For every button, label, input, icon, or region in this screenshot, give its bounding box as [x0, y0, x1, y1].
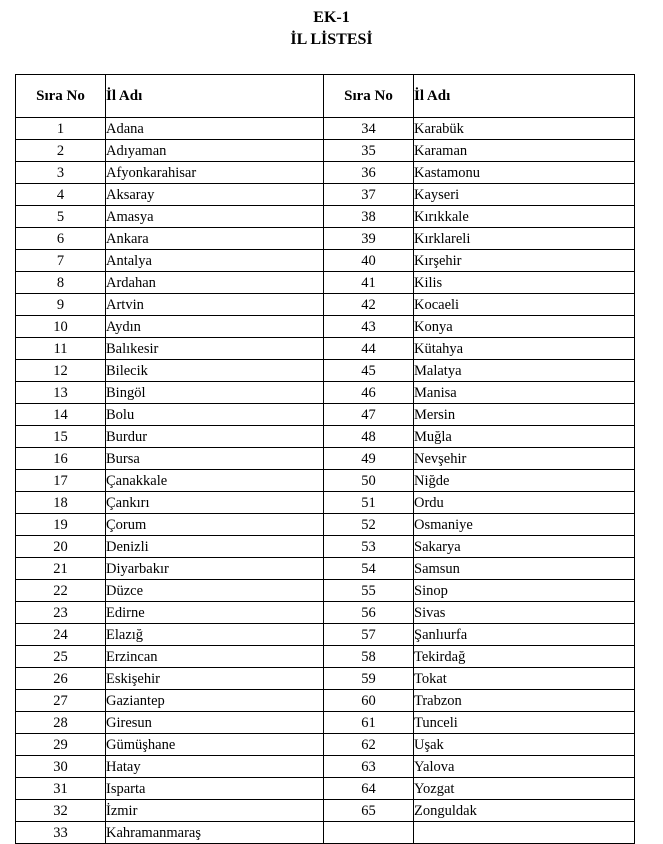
right-il-adi-cell: Karaman — [414, 140, 635, 162]
left-il-adi-cell: Bursa — [106, 448, 324, 470]
right-il-adi-cell: Kastamonu — [414, 162, 635, 184]
left-il-adi-cell: Bingöl — [106, 382, 324, 404]
right-sira-no-cell: 42 — [324, 294, 414, 316]
header-left-sira-no: Sıra No — [16, 75, 106, 118]
left-sira-no-cell: 33 — [16, 822, 106, 844]
right-sira-no-cell: 52 — [324, 514, 414, 536]
left-il-adi-cell: Adana — [106, 118, 324, 140]
table-row — [16, 448, 635, 470]
table-row — [16, 822, 635, 844]
left-il-adi-cell: Ankara — [106, 228, 324, 250]
left-il-adi-cell: Kahramanmaraş — [106, 822, 324, 844]
right-il-adi-cell: Tekirdağ — [414, 646, 635, 668]
right-il-adi-cell: Kayseri — [414, 184, 635, 206]
table-row — [16, 470, 635, 492]
left-sira-no-cell: 17 — [16, 470, 106, 492]
right-sira-no-cell: 61 — [324, 712, 414, 734]
right-il-adi-cell: Osmaniye — [414, 514, 635, 536]
right-il-adi-cell: Samsun — [414, 558, 635, 580]
header-right-il-adi: İl Adı — [414, 75, 635, 118]
right-sira-no-cell: 43 — [324, 316, 414, 338]
table-row — [16, 668, 635, 690]
table-row — [16, 536, 635, 558]
header-right-sira-no: Sıra No — [324, 75, 414, 118]
table-row — [16, 712, 635, 734]
table-row — [16, 646, 635, 668]
table-row — [16, 316, 635, 338]
right-il-adi-cell: Kırklareli — [414, 228, 635, 250]
document-title-ek: EK-1 — [313, 9, 350, 26]
left-il-adi-cell: Gaziantep — [106, 690, 324, 712]
table-row — [16, 756, 635, 778]
left-sira-no-cell: 3 — [16, 162, 106, 184]
table-row — [16, 778, 635, 800]
left-sira-no-cell: 30 — [16, 756, 106, 778]
table-row — [16, 624, 635, 646]
left-il-adi-cell: Ardahan — [106, 272, 324, 294]
right-sira-no-cell: 58 — [324, 646, 414, 668]
right-sira-no-cell: 56 — [324, 602, 414, 624]
left-sira-no-cell: 1 — [16, 118, 106, 140]
left-sira-no-cell: 16 — [16, 448, 106, 470]
right-il-adi-cell: Kilis — [414, 272, 635, 294]
right-il-adi-cell: Nevşehir — [414, 448, 635, 470]
left-il-adi-cell: Aydın — [106, 316, 324, 338]
table-row — [16, 272, 635, 294]
right-il-adi-cell: Trabzon — [414, 690, 635, 712]
left-sira-no-cell: 26 — [16, 668, 106, 690]
right-sira-no-cell — [324, 822, 414, 844]
left-il-adi-cell: Burdur — [106, 426, 324, 448]
right-il-adi-cell: Konya — [414, 316, 635, 338]
left-il-adi-cell: Antalya — [106, 250, 324, 272]
right-sira-no-cell: 57 — [324, 624, 414, 646]
table-row — [16, 294, 635, 316]
left-il-adi-cell: Bilecik — [106, 360, 324, 382]
left-sira-no-cell: 20 — [16, 536, 106, 558]
left-il-adi-cell: Çanakkale — [106, 470, 324, 492]
left-il-adi-cell: Gümüşhane — [106, 734, 324, 756]
left-il-adi-cell: Denizli — [106, 536, 324, 558]
table-row — [16, 404, 635, 426]
right-sira-no-cell: 40 — [324, 250, 414, 272]
right-il-adi-cell: Ordu — [414, 492, 635, 514]
province-table — [15, 74, 635, 844]
right-sira-no-cell: 44 — [324, 338, 414, 360]
left-il-adi-cell: Çorum — [106, 514, 324, 536]
left-il-adi-cell: Adıyaman — [106, 140, 324, 162]
table-row — [16, 250, 635, 272]
left-sira-no-cell: 4 — [16, 184, 106, 206]
right-sira-no-cell: 65 — [324, 800, 414, 822]
right-il-adi-cell: Kırıkkale — [414, 206, 635, 228]
left-il-adi-cell: Aksaray — [106, 184, 324, 206]
left-sira-no-cell: 13 — [16, 382, 106, 404]
left-sira-no-cell: 31 — [16, 778, 106, 800]
left-sira-no-cell: 6 — [16, 228, 106, 250]
left-il-adi-cell: Giresun — [106, 712, 324, 734]
right-sira-no-cell: 35 — [324, 140, 414, 162]
document-title-il-listesi: İL LİSTESİ — [290, 31, 373, 48]
left-sira-no-cell: 23 — [16, 602, 106, 624]
right-sira-no-cell: 45 — [324, 360, 414, 382]
left-sira-no-cell: 7 — [16, 250, 106, 272]
right-il-adi-cell: Manisa — [414, 382, 635, 404]
left-il-adi-cell: Edirne — [106, 602, 324, 624]
right-il-adi-cell: Niğde — [414, 470, 635, 492]
right-sira-no-cell: 62 — [324, 734, 414, 756]
right-il-adi-cell: Sivas — [414, 602, 635, 624]
table-row — [16, 514, 635, 536]
left-sira-no-cell: 29 — [16, 734, 106, 756]
left-il-adi-cell: Artvin — [106, 294, 324, 316]
left-sira-no-cell: 28 — [16, 712, 106, 734]
left-sira-no-cell: 25 — [16, 646, 106, 668]
table-row — [16, 118, 635, 140]
table-row — [16, 690, 635, 712]
left-sira-no-cell: 2 — [16, 140, 106, 162]
left-il-adi-cell: Bolu — [106, 404, 324, 426]
right-il-adi-cell: Sakarya — [414, 536, 635, 558]
left-il-adi-cell: Isparta — [106, 778, 324, 800]
right-il-adi-cell: Tokat — [414, 668, 635, 690]
right-il-adi-cell: Tunceli — [414, 712, 635, 734]
table-row — [16, 734, 635, 756]
right-sira-no-cell: 46 — [324, 382, 414, 404]
left-sira-no-cell: 21 — [16, 558, 106, 580]
right-sira-no-cell: 37 — [324, 184, 414, 206]
right-sira-no-cell: 34 — [324, 118, 414, 140]
left-il-adi-cell: Diyarbakır — [106, 558, 324, 580]
table-row — [16, 162, 635, 184]
right-il-adi-cell: Mersin — [414, 404, 635, 426]
right-sira-no-cell: 50 — [324, 470, 414, 492]
right-sira-no-cell: 60 — [324, 690, 414, 712]
left-il-adi-cell: Balıkesir — [106, 338, 324, 360]
left-il-adi-cell: Amasya — [106, 206, 324, 228]
table-row — [16, 426, 635, 448]
left-sira-no-cell: 15 — [16, 426, 106, 448]
left-sira-no-cell: 27 — [16, 690, 106, 712]
right-sira-no-cell: 47 — [324, 404, 414, 426]
right-sira-no-cell: 55 — [324, 580, 414, 602]
left-sira-no-cell: 14 — [16, 404, 106, 426]
right-sira-no-cell: 53 — [324, 536, 414, 558]
right-sira-no-cell: 36 — [324, 162, 414, 184]
left-il-adi-cell: Hatay — [106, 756, 324, 778]
left-sira-no-cell: 18 — [16, 492, 106, 514]
left-il-adi-cell: Afyonkarahisar — [106, 162, 324, 184]
table-row — [16, 580, 635, 602]
left-il-adi-cell: Erzincan — [106, 646, 324, 668]
right-il-adi-cell: Yalova — [414, 756, 635, 778]
right-sira-no-cell: 48 — [324, 426, 414, 448]
left-sira-no-cell: 19 — [16, 514, 106, 536]
right-il-adi-cell: Karabük — [414, 118, 635, 140]
table-header-row — [16, 75, 635, 118]
table-row — [16, 360, 635, 382]
right-sira-no-cell: 63 — [324, 756, 414, 778]
right-il-adi-cell: Yozgat — [414, 778, 635, 800]
table-row — [16, 382, 635, 404]
table-row — [16, 206, 635, 228]
right-il-adi-cell: Kocaeli — [414, 294, 635, 316]
right-sira-no-cell: 38 — [324, 206, 414, 228]
right-il-adi-cell: Sinop — [414, 580, 635, 602]
right-sira-no-cell: 64 — [324, 778, 414, 800]
left-il-adi-cell: Çankırı — [106, 492, 324, 514]
right-il-adi-cell: Uşak — [414, 734, 635, 756]
left-sira-no-cell: 24 — [16, 624, 106, 646]
left-sira-no-cell: 11 — [16, 338, 106, 360]
right-sira-no-cell: 54 — [324, 558, 414, 580]
right-sira-no-cell: 49 — [324, 448, 414, 470]
left-sira-no-cell: 32 — [16, 800, 106, 822]
left-il-adi-cell: Düzce — [106, 580, 324, 602]
left-sira-no-cell: 10 — [16, 316, 106, 338]
table-row — [16, 602, 635, 624]
left-il-adi-cell: İzmir — [106, 800, 324, 822]
header-left-il-adi: İl Adı — [106, 75, 324, 118]
left-il-adi-cell: Elazığ — [106, 624, 324, 646]
table-row — [16, 184, 635, 206]
table-row — [16, 492, 635, 514]
right-il-adi-cell: Muğla — [414, 426, 635, 448]
left-sira-no-cell: 12 — [16, 360, 106, 382]
table-row — [16, 228, 635, 250]
right-il-adi-cell: Zonguldak — [414, 800, 635, 822]
right-il-adi-cell: Malatya — [414, 360, 635, 382]
table-row — [16, 140, 635, 162]
table-row — [16, 338, 635, 360]
left-il-adi-cell: Eskişehir — [106, 668, 324, 690]
table-row — [16, 558, 635, 580]
right-il-adi-cell: Kırşehir — [414, 250, 635, 272]
right-il-adi-cell — [414, 822, 635, 844]
left-sira-no-cell: 8 — [16, 272, 106, 294]
right-sira-no-cell: 59 — [324, 668, 414, 690]
right-sira-no-cell: 41 — [324, 272, 414, 294]
right-sira-no-cell: 51 — [324, 492, 414, 514]
right-sira-no-cell: 39 — [324, 228, 414, 250]
right-il-adi-cell: Şanlıurfa — [414, 624, 635, 646]
left-sira-no-cell: 5 — [16, 206, 106, 228]
left-sira-no-cell: 22 — [16, 580, 106, 602]
right-il-adi-cell: Kütahya — [414, 338, 635, 360]
table-row — [16, 800, 635, 822]
left-sira-no-cell: 9 — [16, 294, 106, 316]
table-body — [16, 118, 635, 844]
